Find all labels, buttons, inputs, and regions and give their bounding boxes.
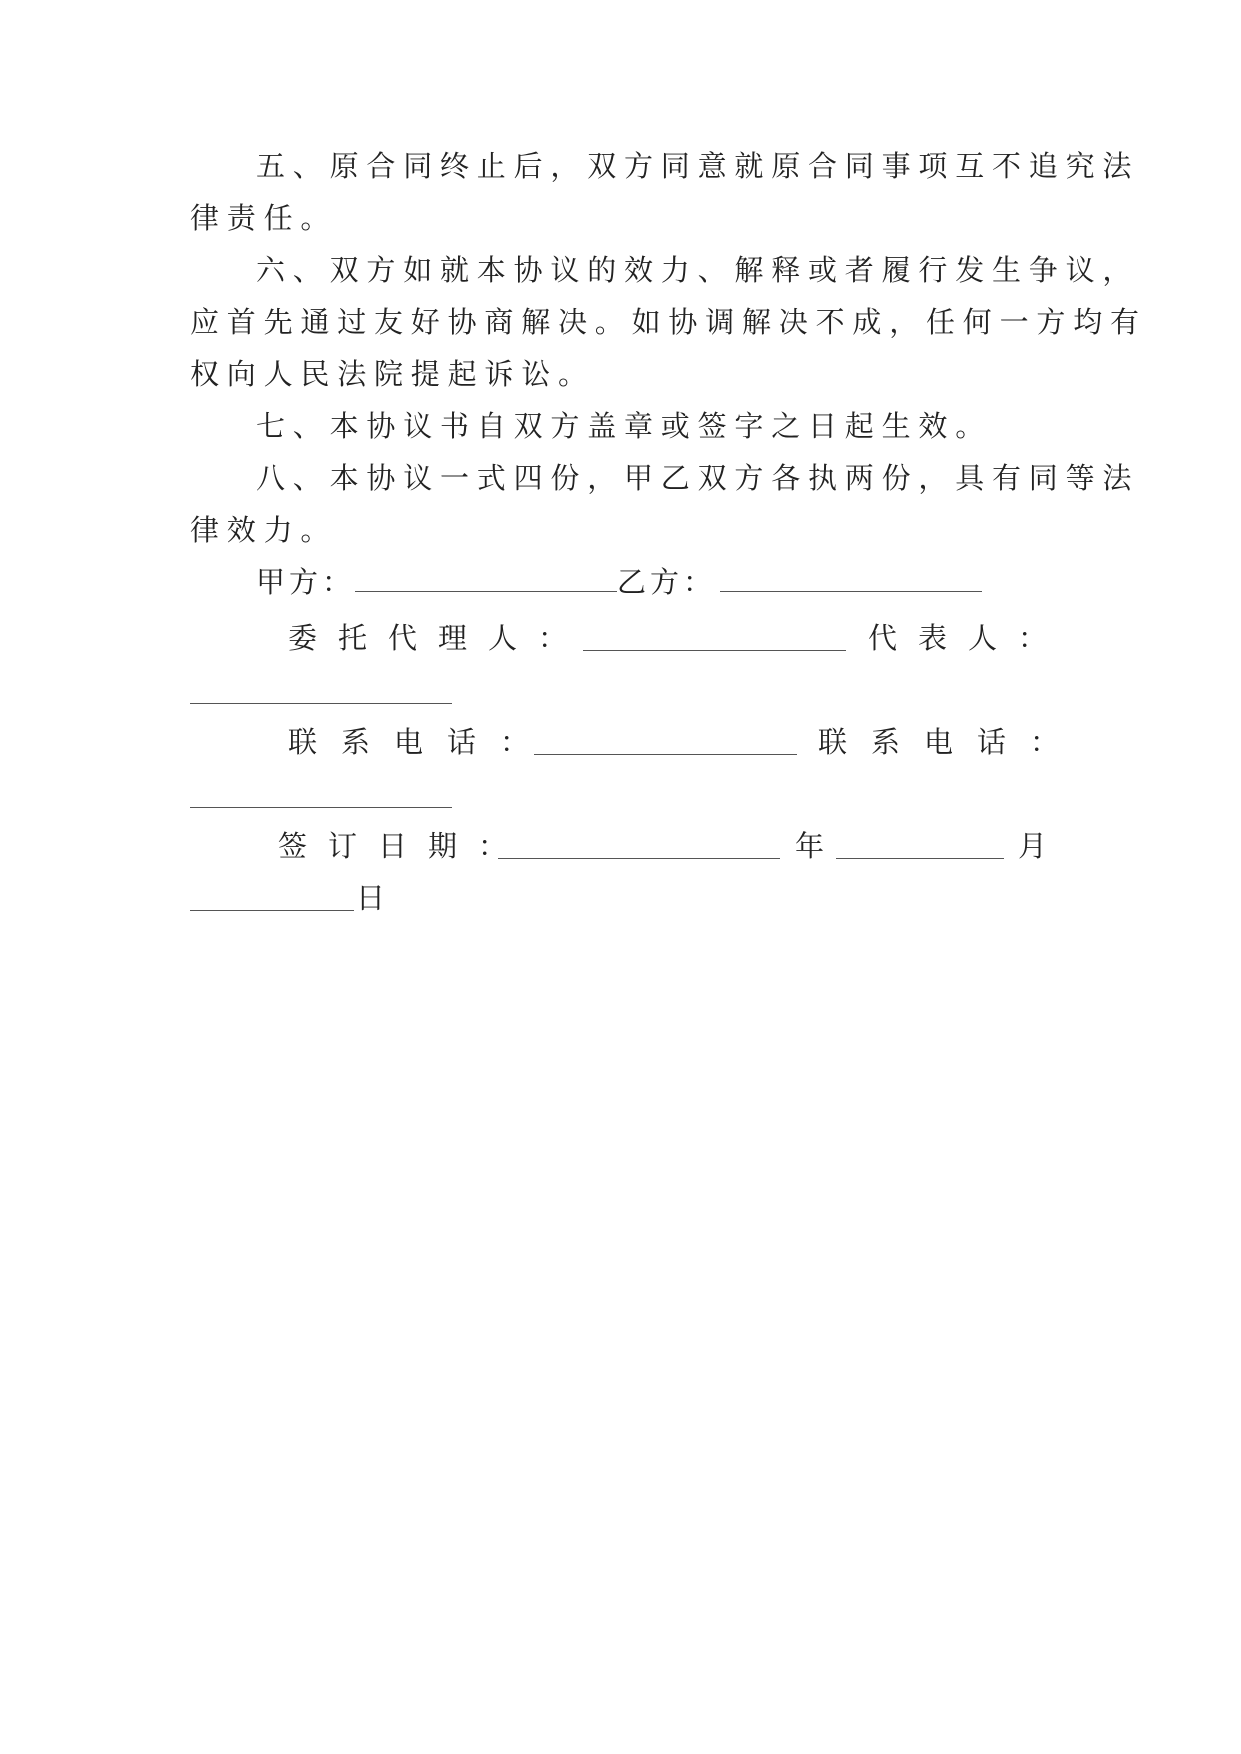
day-label: 日 [356, 881, 386, 915]
party-b-blank[interactable] [720, 565, 982, 592]
representative-label: 代表人： [868, 621, 1069, 655]
agent-label: 委托代理人： [288, 621, 589, 655]
agent-blank[interactable] [583, 649, 846, 651]
phone-label-b: 联系电话： [818, 725, 1084, 759]
clause-7-line-1: 七、本协议书自双方盖章或签字之日起生效。 [256, 409, 993, 443]
year-blank[interactable] [498, 857, 780, 859]
clause-5-line-2: 律责任。 [190, 201, 338, 235]
clause-6-line-2: 应首先通过友好协商解决。如协调解决不成，任何一方均有 [190, 305, 1147, 339]
date-label: 签订日期： [278, 829, 529, 863]
phone-label-a: 联系电话： [288, 725, 554, 759]
month-label: 月 [1018, 829, 1048, 863]
clause-6-line-1: 六、双方如就本协议的效力、解释或者履行发生争议， [256, 253, 1140, 287]
phone-a-blank[interactable] [534, 753, 797, 755]
clause-5-line-1: 五、原合同终止后，双方同意就原合同事项互不追究法 [256, 149, 1140, 183]
clause-8-line-2: 律效力。 [190, 513, 338, 547]
party-a-blank[interactable] [355, 565, 617, 592]
year-label: 年 [795, 829, 825, 863]
representative-blank[interactable] [190, 702, 452, 704]
phone-b-blank[interactable] [190, 806, 452, 808]
party-b-label: 乙方： [617, 565, 717, 599]
clause-6-line-3: 权向人民法院提起诉讼。 [190, 357, 595, 391]
day-blank[interactable] [190, 909, 354, 911]
clause-8-line-1: 八、本协议一式四份，甲乙双方各执两份，具有同等法 [256, 461, 1140, 495]
month-blank[interactable] [836, 857, 1004, 859]
party-a-row [256, 562, 982, 602]
party-a-label: 甲方： [256, 565, 356, 599]
